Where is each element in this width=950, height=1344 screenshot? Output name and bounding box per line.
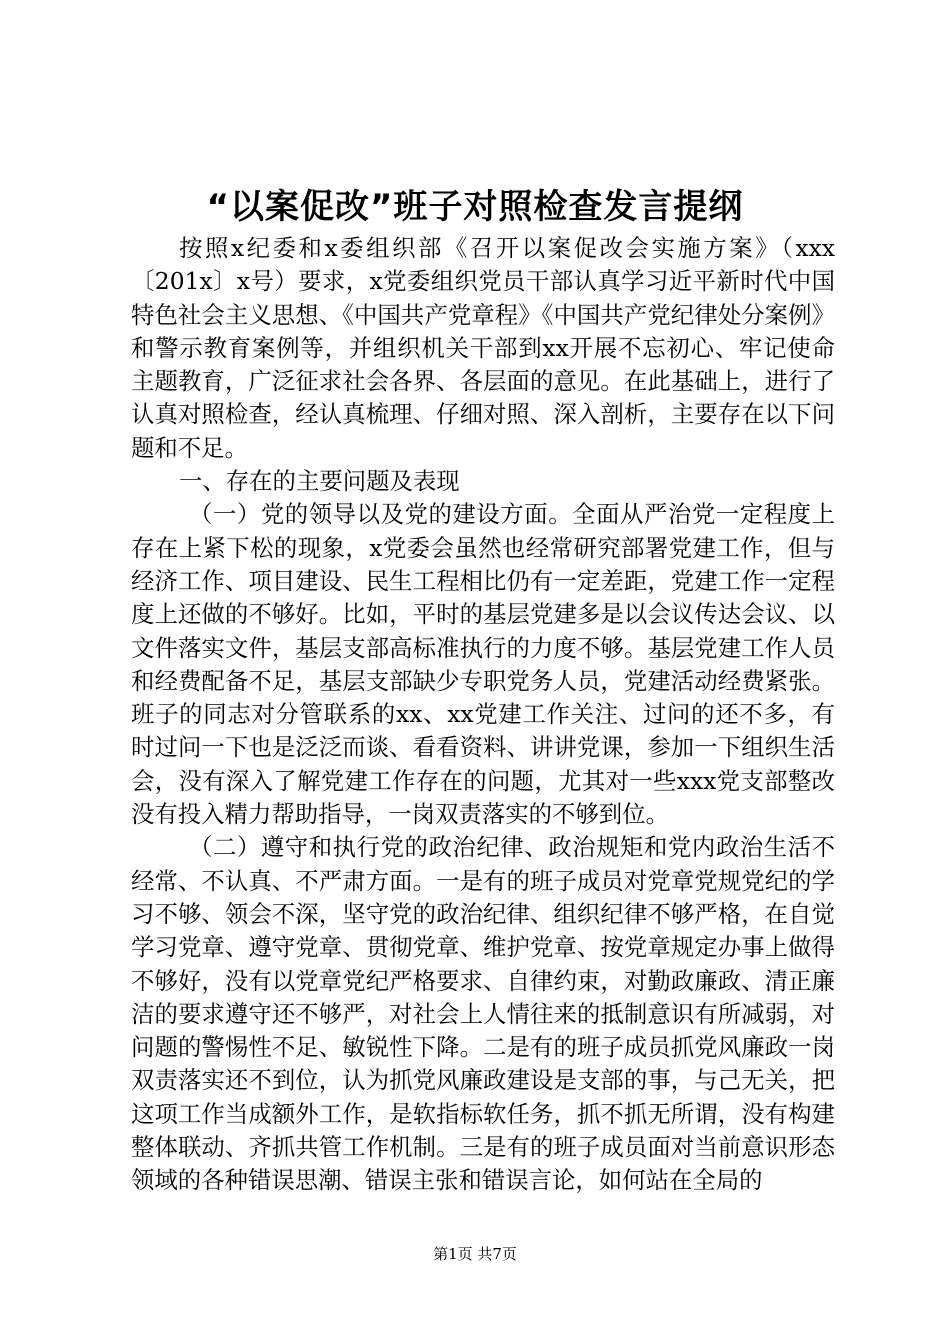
- paragraph-intro: 按照x纪委和x委组织部《召开以案促改会实施方案》（xxx〔201x〕x号）要求，x党委组织党员干部认真学习近平新时代中国特色社会主义思想、《中国共产党章程》《中国共产党纪律处分案例》和警示教育案例等，并组织机关干部到xx开展不忘初心、牢记使命主题教育，广泛征求社会各界、各层面的意见。在此基础上，进行了认真对照检查，经认真梳理、仔细对照、深入剖析，主要存在以下问题和不足。: [131, 234, 835, 462]
- document-body: [131, 232, 835, 1198]
- paragraph-item-2: （二）遵守和执行党的政治纪律、政治规矩和党内政治生活不经常、不认真、不严肃方面。一是有的班子成员对党章党规党纪的学习不够、领会不深，坚守党的政治纪律、组织纪律不够严格，在自觉学习党章、遵守党章、贯彻党章、维护党章、按党章规定办事上做得不够好，没有以党章党纪严格要求、自律约束，对勤政廉政、清正廉洁的要求遵守还不够严，对社会上人情往来的抵制意识有所减弱，对问题的警惕性不足、敏锐性下降。二是有的班子成员抓党风廉政一岗双责落实还不到位，认为抓党风廉政建设是支部的事，与己无关，把这项工作当成额外工作，是软指标软任务，抓不抓无所谓，没有构建整体联动、齐抓共管工作机制。三是有的班子成员面对当前意识形态领域的各种错误思潮、错误主张和错误言论，如何站在全局的: [131, 833, 835, 1195]
- document-title: “以案促改”班子对照检查发言提纲: [206, 187, 744, 227]
- section-heading: 一、存在的主要问题及表现: [179, 467, 460, 496]
- page-number-footer: 第1页 共7页: [433, 1245, 517, 1263]
- paragraph-item-1: （一）党的领导以及党的建设方面。全面从严治党一定程度上存在上紧下松的现象，x党委会虽然也经常研究部署党建工作，但与经济工作、项目建设、民生工程相比仍有一定差距，党建工作一定程度上还做的不够好。比如，平时的基层党建多是以会议传达会议、以文件落实文件，基层支部高标准执行的力度不够。基层党建工作人员和经费配备不足，基层支部缺少专职党务人员，党建活动经费紧张。班子的同志对分管联系的xx、xx党建工作关注、过问的还不多，有时过问一下也是泛泛而谈、看看资料、讲讲党课，参加一下组织生活会，没有深入了解党建工作存在的问题，尤其对一些xxx党支部整改没有投入精力帮助指导，一岗双责落实的不够到位。: [131, 500, 835, 829]
